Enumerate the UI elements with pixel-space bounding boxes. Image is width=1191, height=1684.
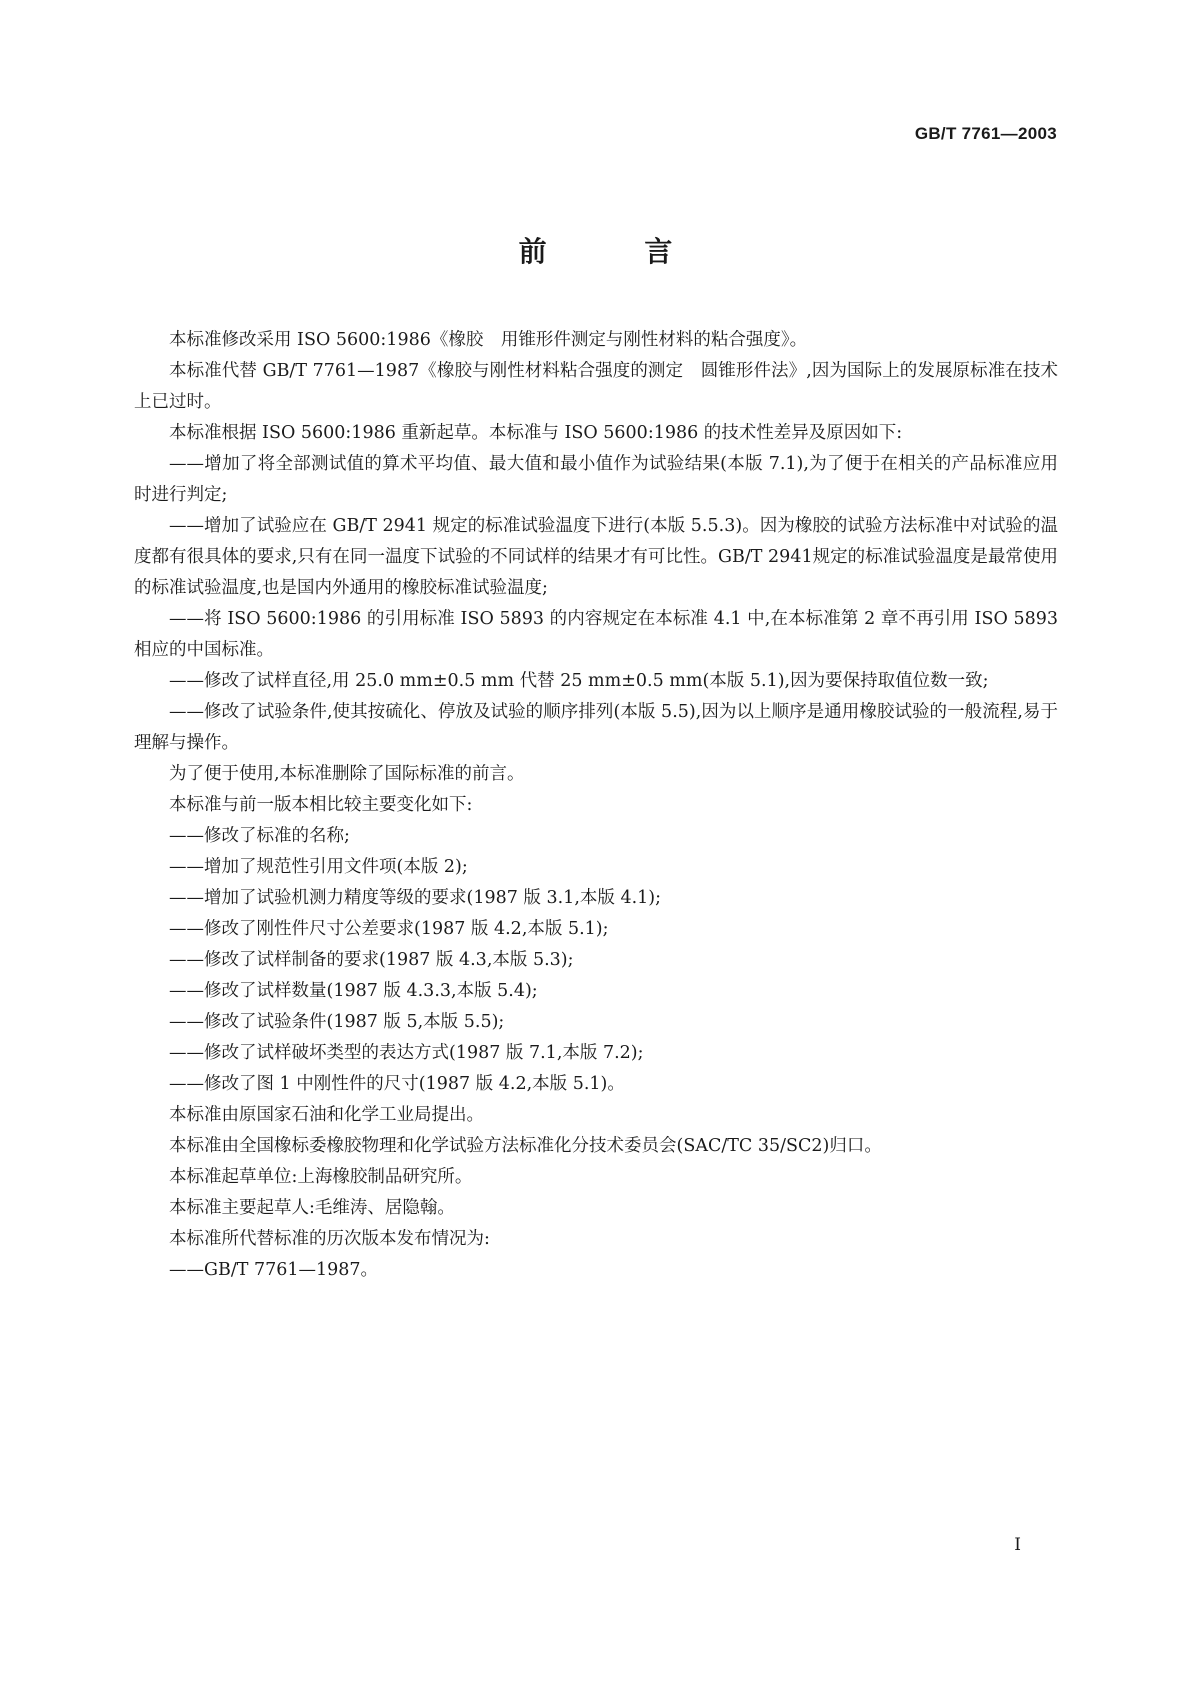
- paragraph: 本标准起草单位:上海橡胶制品研究所。: [169, 1167, 473, 1187]
- list-item: ——增加了试验机测力精度等级的要求(1987 版 3.1,本版 4.1);: [169, 888, 661, 908]
- paragraph: 本标准根据 ISO 5600:1986 重新起草。本标准与 ISO 5600:1986 的技术性差异及原因如下:: [169, 423, 903, 443]
- paragraph: ——修改了试验条件,使其按硫化、停放及试验的顺序排列(本版 5.5),因为以上顺序是通用橡胶试验的一般流程,易于理解与操作。: [134, 702, 1058, 753]
- list-item: ——修改了刚性件尺寸公差要求(1987 版 4.2,本版 5.1);: [169, 919, 609, 939]
- paragraph: 本标准由全国橡标委橡胶物理和化学试验方法标准化分技术委员会(SAC/TC 35/SC2)归口。: [169, 1136, 882, 1156]
- paragraph: 本标准与前一版本相比较主要变化如下:: [169, 795, 473, 815]
- list-item: ——修改了试验条件(1987 版 5,本版 5.5);: [169, 1012, 505, 1032]
- list-item: ——修改了试样制备的要求(1987 版 4.3,本版 5.3);: [169, 950, 574, 970]
- paragraph: ——将 ISO 5600:1986 的引用标准 ISO 5893 的内容规定在本标准 4.1 中,在本标准第 2 章不再引用 ISO 5893 相应的中国标准。: [134, 609, 1058, 660]
- page-number: I: [1014, 1535, 1021, 1555]
- paragraph: ——修改了试样直径,用 25.0 mm±0.5 mm 代替 25 mm±0.5 mm(本版 5.1),因为要保持取值位数一致;: [169, 671, 989, 691]
- list-item: ——修改了试样破坏类型的表达方式(1987 版 7.1,本版 7.2);: [169, 1043, 644, 1063]
- list-item: ——GB/T 7761—1987。: [169, 1260, 379, 1280]
- paragraph: ——增加了将全部测试值的算术平均值、最大值和最小值作为试验结果(本版 7.1),为了便于在相关的产品标准应用时进行判定;: [134, 454, 1058, 505]
- paragraph: ——增加了试验应在 GB/T 2941 规定的标准试验温度下进行(本版 5.5.3)。因为橡胶的试验方法标准中对试验的温度都有很具体的要求,只有在同一温度下试验的不同试样的结果才有可比性。GB/T 2941规定的标准试验温度是最常使用的标准试验温度,也是国内外通用的橡胶标准试验温度;: [134, 516, 1058, 598]
- list-item: ——增加了规范性引用文件项(本版 2);: [169, 857, 468, 877]
- list-item: ——修改了试样数量(1987 版 4.3.3,本版 5.4);: [169, 981, 538, 1001]
- paragraph: 本标准由原国家石油和化学工业局提出。: [169, 1105, 484, 1125]
- list-item: ——修改了标准的名称;: [169, 826, 350, 846]
- paragraph: 本标准主要起草人:毛维涛、居隐翰。: [169, 1198, 455, 1218]
- paragraph: 为了便于使用,本标准删除了国际标准的前言。: [169, 764, 525, 784]
- foreword-body: [134, 325, 1058, 1286]
- list-item: ——修改了图 1 中刚性件的尺寸(1987 版 4.2,本版 5.1)。: [169, 1074, 625, 1094]
- paragraph: 本标准代替 GB/T 7761—1987《橡胶与刚性材料粘合强度的测定 圆锥形件法》,因为国际上的发展原标准在技术上已过时。: [134, 361, 1058, 412]
- page-title: 前 言: [518, 235, 717, 268]
- paragraph: 本标准修改采用 ISO 5600:1986《橡胶 用锥形件测定与刚性材料的粘合强度》。: [169, 330, 808, 350]
- paragraph: 本标准所代替标准的历次版本发布情况为:: [169, 1229, 490, 1249]
- document-code: GB/T 7761—2003: [914, 124, 1057, 143]
